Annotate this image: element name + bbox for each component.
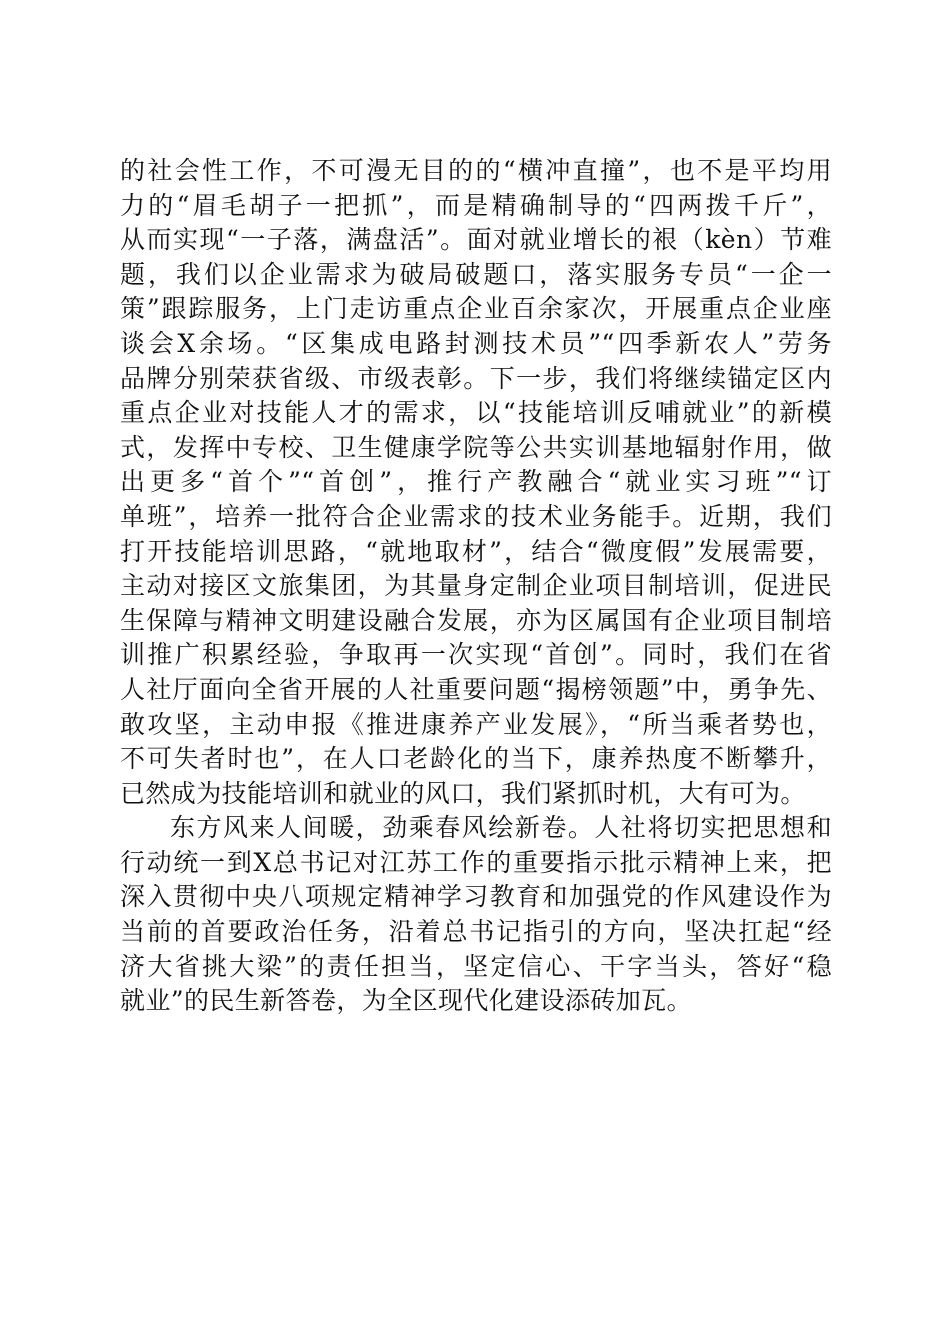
text-line: 当前的首要政治任务，沿着总书记指引的方向，坚决扛起“经 [120, 917, 832, 947]
text-line: 主动对接区文旅集团，为其量身定制企业项目制培训，促进民 [120, 571, 832, 601]
text-line: 济大省挑大梁”的责任担当，坚定信心、干字当头，答好“稳 [120, 951, 832, 981]
text-line: 品牌分别荣获省级、市级表彰。下一步，我们将继续锚定区内 [120, 363, 832, 393]
text-line: 单班”，培养一批符合企业需求的技术业务能手。近期，我们 [120, 501, 832, 531]
text-line: 训推广积累经验，争取再一次实现“首创”。同时，我们在省 [120, 640, 832, 670]
text-line: 从而实现“一子落，满盘活”。面对就业增长的裉（kèn）节难 [120, 225, 832, 255]
text-line: 的社会性工作，不可漫无目的的“横冲直撞”，也不是平均用 [120, 156, 832, 185]
paragraph-end-line: 已然成为技能培训和就业的风口，我们紧抓时机，大有可为。 [120, 778, 806, 808]
text-line: 式，发挥中专校、卫生健康学院等公共实训基地辐射作用，做 [120, 432, 832, 462]
paragraph-end-line: 就业”的民生新答卷，为全区现代化建设添砖加瓦。 [120, 986, 692, 1016]
paragraph-start-line: 东方风来人间暖，劲乘春风绘新卷。人社将切实把思想和 [170, 813, 832, 843]
text-line: 力的“眉毛胡子一把抓”，而是精确制导的“四两拨千斤”， [120, 190, 832, 220]
text-line: 敢攻坚，主动申报《推进康养产业发展》，“所当乘者势也， [120, 709, 832, 739]
text-line: 谈会X余场。“区集成电路封测技术员”“四季新农人”劳务 [120, 328, 832, 358]
text-line: 深入贯彻中央八项规定精神学习教育和加强党的作风建设作为 [120, 882, 832, 912]
text-line: 出更多“首个”“首创”，推行产教融合“就业实习班”“订 [120, 467, 832, 497]
text-line: 题，我们以企业需求为破局破题口，落实服务专员“一企一 [120, 259, 832, 289]
text-line: 重点企业对技能人才的需求，以“技能培训反哺就业”的新模 [120, 398, 832, 428]
text-line: 策”跟踪服务，上门走访重点企业百余家次，开展重点企业座 [120, 294, 832, 324]
text-line: 人社厅面向全省开展的人社重要问题“揭榜领题”中，勇争先、 [120, 674, 832, 704]
text-line: 行动统一到X总书记对江苏工作的重要指示批示精神上来，把 [120, 847, 832, 877]
text-line: 生保障与精神文明建设融合发展，亦为区属国有企业项目制培 [120, 605, 832, 635]
text-line: 不可失者时也”，在人口老龄化的当下，康养热度不断攀升， [120, 744, 832, 774]
text-line: 打开技能培训思路，“就地取材”，结合“微度假”发展需要， [120, 536, 832, 566]
body-text [120, 154, 832, 1019]
